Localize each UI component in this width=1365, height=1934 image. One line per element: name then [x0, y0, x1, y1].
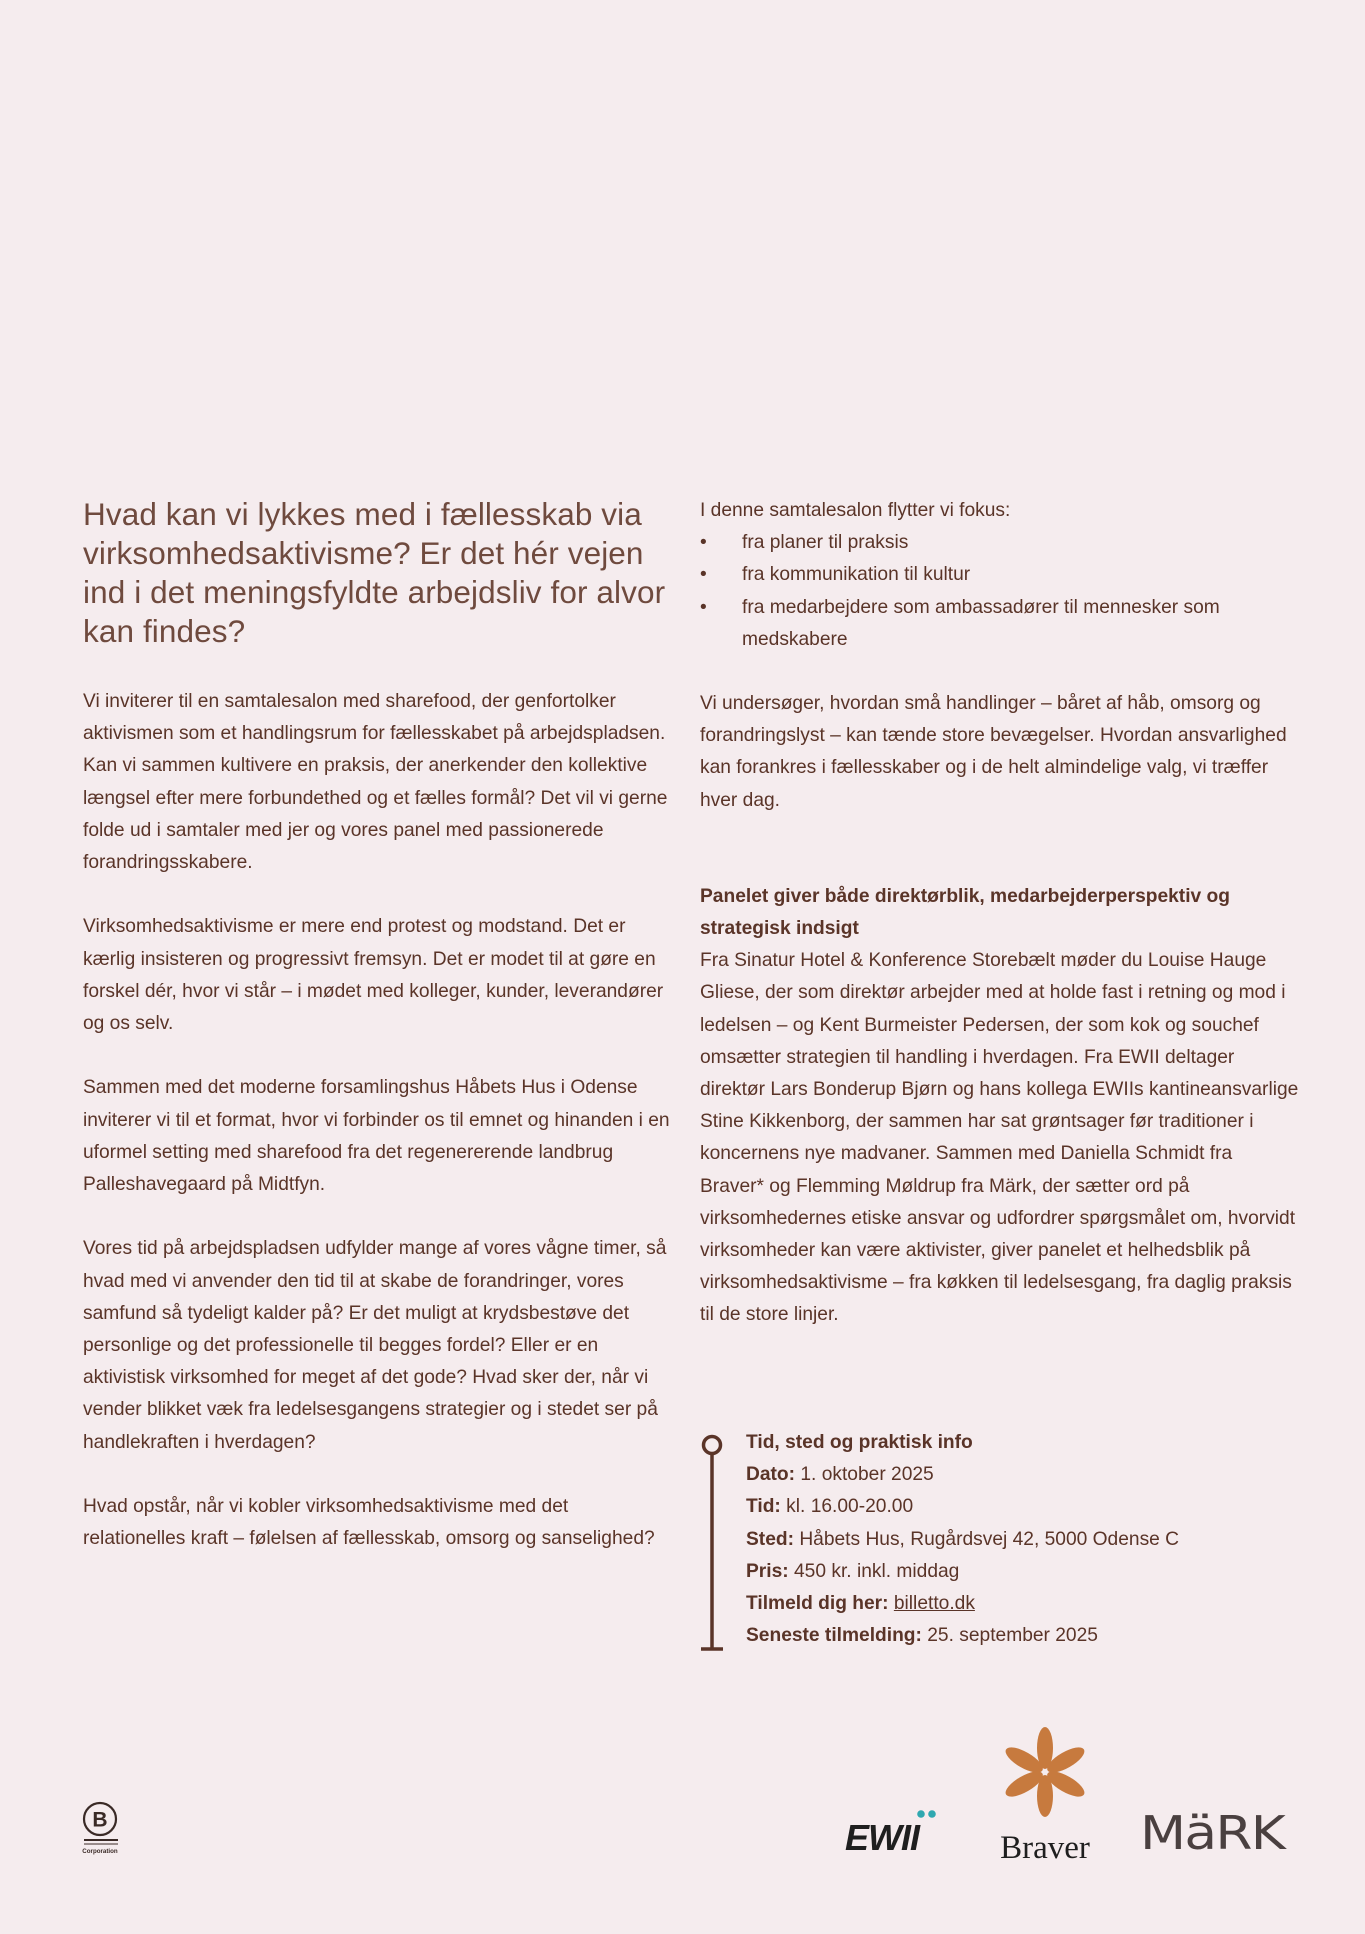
mark-logo — [1138, 1805, 1288, 1857]
activism-paragraph: Virksomhedsaktivisme er mere end protest og modstand. Det er kærlig insisteren og progressivt fremsyn. Det er modet til at gøre en forskel dér, hvor vi står – i mødet med kolleger, kunder, leverandører og os selv. — [83, 916, 664, 1035]
panel-title: Panelet giver både direktørblik, medarbejderperspektiv og strategisk indsigt — [700, 885, 1230, 940]
left-body — [83, 686, 673, 1555]
practical-info — [700, 1427, 1300, 1652]
focus-intro: I denne samtalesalon flytter vi fokus: — [700, 500, 1011, 521]
ewii-logo — [843, 1808, 943, 1858]
info-row-signup: Tilmeld dig her: billetto.dk — [746, 1593, 975, 1615]
braver-logo — [985, 1726, 1105, 1866]
page-title: Hvad kan vi lykkes med i fællesskab via virksomhedsaktivisme? Er det hér vejen ind i det meningsfyldte arbejdsliv for alvor kan findes? — [83, 496, 666, 649]
list-item: • fra medarbejdere som ambassadører til mennesker som medskabere — [700, 596, 1220, 650]
panel-text: Fra Sinatur Hotel & Konference Storebælt møder du Louise Hauge Gliese, der som direktør arbejder med at holde fast i retning og mod i ledelsen – og Kent Burmeister Pedersen, der som kok og souchef omsætter strategien til handling i hverdagen. Fra EWII deltager direktør Lars Bonderup Bjørn og hans kollega EWIIs kantineansvarlige Stine Kikkenborg, der sammen har sat grøntsager før traditioner i koncernens nye madvaner. Sammen med Daniella Schmidt fra Braver* og Flemming Møldrup fra Märk, der sætter ord på virksomhedernes etiske ansvar og udfordrer spørgsmålet om, hvorvidt virksomheder kan være aktivister, giver panelet et helhedsblik på virksomhedsaktivisme – fra køkken til ledelsesgang, fra daglig praksis til de store linjer. — [700, 950, 1299, 1326]
list-item: • fra planer til praksis — [700, 532, 909, 554]
bcorp-logo — [82, 1801, 122, 1857]
left-column — [83, 495, 673, 1588]
venue-paragraph: Sammen med det moderne forsamlingshus Håbets Hus i Odense inviterer vi til et format, hvor vi forbinder os til emnet og hinanden i en uformel setting med sharefood fra det regenererende landbrug Palleshavegaard på Midtfyn. — [83, 1077, 670, 1196]
info-title: Tid, sted og praktisk info — [746, 1432, 973, 1453]
intro-paragraph: Vi inviterer til en samtalesalon med sharefood, der genfortolker aktivismen som et handlingsrum for fællesskabet på arbejdspladsen. Kan vi sammen kultivere en praksis, der anerkender den kollektive længsel efter mere forbundethed og et fælles formål? Det vil vi gerne folde ud i samtaler med jer og vores panel med passionerede forandringsskabere. — [83, 691, 668, 874]
braver-wordmark: Braver — [1000, 1830, 1090, 1866]
signup-link[interactable]: billetto.dk — [893, 1593, 975, 1615]
bcorp-caption: Corporation — [82, 1848, 118, 1855]
workplace-paragraph: Vores tid på arbejdspladsen udfylder mange af vores vågne timer, så hvad med vi anvender den tid til at skabe de forandringer, vores samfund så tydeligt kalder på? Er det muligt at krydsbestøve det personlige og det professionelle til begges fordel? Eller er en aktivistisk virksomhed for meget af det gode? Hvad sker der, når vi vender blikket væk fra ledelsesgangens strategier og i stedet ser på handlekraften i hverdagen? — [83, 1238, 667, 1453]
ewii-wordmark: EWII — [845, 1817, 919, 1858]
info-row-place: Sted: Håbets Hus, Rugårdsvej 42, 5000 Odense C — [746, 1528, 1180, 1550]
question-paragraph: Hvad opstår, når vi kobler virksomhedsaktivisme med det relationelles kraft – følelsen af fællesskab, omsorg og sanselighed? — [83, 1496, 655, 1550]
bcorp-letter: B — [92, 1808, 108, 1832]
info-row-date: Dato: 1. oktober 2025 — [746, 1464, 934, 1486]
info-row-deadline: Seneste tilmelding: 25. september 2025 — [746, 1625, 1098, 1647]
timeline-icon — [700, 1433, 724, 1651]
mark-wordmark: MäRK — [1140, 1806, 1288, 1857]
info-row-time: Tid: kl. 16.00-20.00 — [746, 1496, 914, 1518]
list-item: • fra kommunikation til kultur — [700, 564, 971, 586]
focus-list — [700, 527, 1300, 656]
right-column — [700, 495, 1300, 1332]
info-row-price: Pris: 450 kr. inkl. middag — [746, 1560, 960, 1582]
hope-paragraph: Vi undersøger, hvordan små handlinger – båret af håb, omsorg og forandringslyst – kan tænde store bevægelser. Hvordan ansvarlighed kan forankres i fællesskaber og i de helt almindelige valg, vi træffer hver dag. — [700, 693, 1287, 811]
